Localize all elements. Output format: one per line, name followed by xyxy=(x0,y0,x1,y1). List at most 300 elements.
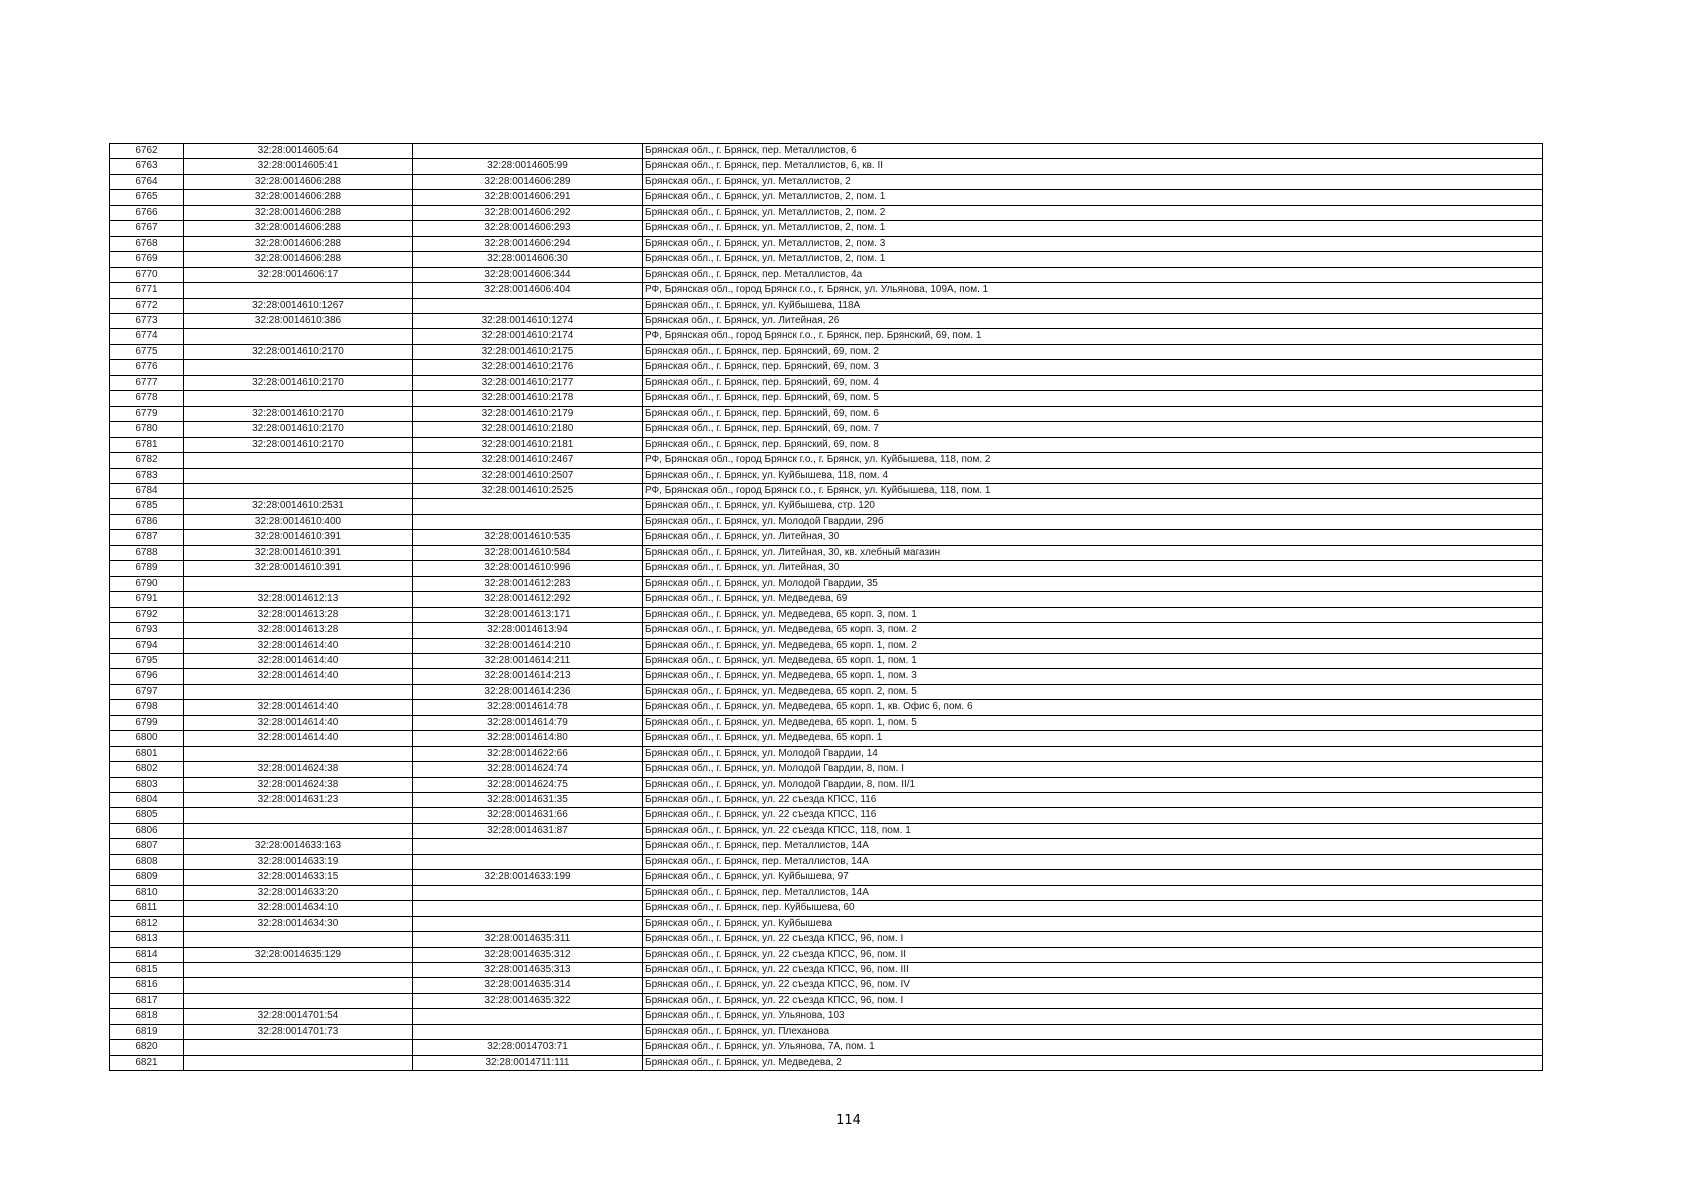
parent-cadastral-number-cell: 32:28:0014701:73 xyxy=(184,1024,413,1039)
table-row xyxy=(110,993,1543,1008)
table-row xyxy=(110,854,1543,869)
row-number-cell: 6766 xyxy=(110,205,184,220)
cadastral-number-cell: 32:28:0014606:291 xyxy=(413,190,643,205)
address-cell: Брянская обл., г. Брянск, ул. Медведева, 65 корп. 3, пом. 1 xyxy=(643,607,1543,622)
cadastral-number-cell xyxy=(413,839,643,854)
row-number-cell: 6782 xyxy=(110,453,184,468)
table-row xyxy=(110,777,1543,792)
cadastral-table-body xyxy=(110,144,1543,1071)
address-cell: Брянская обл., г. Брянск, ул. 22 съезда КПСС, 96, пом. II xyxy=(643,947,1543,962)
parent-cadastral-number-cell: 32:28:0014610:2170 xyxy=(184,422,413,437)
parent-cadastral-number-cell: 32:28:0014614:40 xyxy=(184,715,413,730)
table-row xyxy=(110,916,1543,931)
table-row xyxy=(110,190,1543,205)
row-number-cell: 6808 xyxy=(110,854,184,869)
address-cell: Брянская обл., г. Брянск, пер. Металлистов, 6 xyxy=(643,144,1543,159)
parent-cadastral-number-cell: 32:28:0014605:41 xyxy=(184,159,413,174)
parent-cadastral-number-cell: 32:28:0014614:40 xyxy=(184,638,413,653)
table-row xyxy=(110,545,1543,560)
table-row xyxy=(110,1040,1543,1055)
address-cell: Брянская обл., г. Брянск, ул. Куйбышева, стр. 120 xyxy=(643,499,1543,514)
address-cell: Брянская обл., г. Брянск, ул. 22 съезда КПСС, 96, пом. IV xyxy=(643,978,1543,993)
table-row xyxy=(110,375,1543,390)
table-row xyxy=(110,437,1543,452)
cadastral-number-cell: 32:28:0014606:289 xyxy=(413,174,643,189)
row-number-cell: 6788 xyxy=(110,545,184,560)
cadastral-number-cell: 32:28:0014631:66 xyxy=(413,808,643,823)
parent-cadastral-number-cell xyxy=(184,978,413,993)
table-row xyxy=(110,932,1543,947)
table-row xyxy=(110,360,1543,375)
row-number-cell: 6816 xyxy=(110,978,184,993)
table-row xyxy=(110,808,1543,823)
cadastral-number-cell: 32:28:0014614:80 xyxy=(413,731,643,746)
table-row xyxy=(110,499,1543,514)
row-number-cell: 6818 xyxy=(110,1009,184,1024)
cadastral-number-cell xyxy=(413,916,643,931)
row-number-cell: 6779 xyxy=(110,406,184,421)
cadastral-number-cell xyxy=(413,144,643,159)
parent-cadastral-number-cell: 32:28:0014634:10 xyxy=(184,901,413,916)
address-cell: Брянская обл., г. Брянск, ул. Медведева, 65 корп. 2, пом. 5 xyxy=(643,684,1543,699)
row-number-cell: 6805 xyxy=(110,808,184,823)
parent-cadastral-number-cell: 32:28:0014624:38 xyxy=(184,762,413,777)
address-cell: Брянская обл., г. Брянск, ул. Литейная, 30, кв. хлебный магазин xyxy=(643,545,1543,560)
address-cell: Брянская обл., г. Брянск, пер. Металлистов, 14А xyxy=(643,854,1543,869)
address-cell: Брянская обл., г. Брянск, ул. 22 съезда КПСС, 116 xyxy=(643,793,1543,808)
parent-cadastral-number-cell: 32:28:0014614:40 xyxy=(184,731,413,746)
row-number-cell: 6777 xyxy=(110,375,184,390)
parent-cadastral-number-cell: 32:28:0014610:2531 xyxy=(184,499,413,514)
parent-cadastral-number-cell: 32:28:0014610:2170 xyxy=(184,375,413,390)
row-number-cell: 6811 xyxy=(110,901,184,916)
parent-cadastral-number-cell xyxy=(184,468,413,483)
cadastral-number-cell xyxy=(413,499,643,514)
cadastral-number-cell: 32:28:0014635:322 xyxy=(413,993,643,1008)
row-number-cell: 6793 xyxy=(110,623,184,638)
address-cell: РФ, Брянская обл., город Брянск г.о., г. Брянск, ул. Куйбышева, 118, пом. 1 xyxy=(643,483,1543,498)
cadastral-number-cell xyxy=(413,514,643,529)
cadastral-number-cell: 32:28:0014612:283 xyxy=(413,576,643,591)
row-number-cell: 6798 xyxy=(110,700,184,715)
address-cell: Брянская обл., г. Брянск, пер. Брянский, 69, пом. 8 xyxy=(643,437,1543,452)
parent-cadastral-number-cell: 32:28:0014613:28 xyxy=(184,607,413,622)
table-row xyxy=(110,901,1543,916)
cadastral-number-cell: 32:28:0014614:236 xyxy=(413,684,643,699)
cadastral-number-cell: 32:28:0014605:99 xyxy=(413,159,643,174)
row-number-cell: 6815 xyxy=(110,963,184,978)
address-cell: Брянская обл., г. Брянск, ул. Литейная, 30 xyxy=(643,561,1543,576)
table-row xyxy=(110,839,1543,854)
cadastral-number-cell: 32:28:0014610:2177 xyxy=(413,375,643,390)
cadastral-number-cell: 32:28:0014624:75 xyxy=(413,777,643,792)
cadastral-number-cell: 32:28:0014624:74 xyxy=(413,762,643,777)
address-cell: Брянская обл., г. Брянск, ул. 22 съезда КПСС, 118, пом. 1 xyxy=(643,823,1543,838)
parent-cadastral-number-cell: 32:28:0014610:391 xyxy=(184,561,413,576)
table-row xyxy=(110,715,1543,730)
address-cell: Брянская обл., г. Брянск, пер. Металлистов, 6, кв. II xyxy=(643,159,1543,174)
address-cell: Брянская обл., г. Брянск, ул. Куйбышева, 118А xyxy=(643,298,1543,313)
row-number-cell: 6807 xyxy=(110,839,184,854)
address-cell: РФ, Брянская обл., город Брянск г.о., г. Брянск, пер. Брянский, 69, пом. 1 xyxy=(643,329,1543,344)
cadastral-number-cell xyxy=(413,885,643,900)
address-cell: Брянская обл., г. Брянск, пер. Брянский, 69, пом. 4 xyxy=(643,375,1543,390)
address-cell: Брянская обл., г. Брянск, ул. Плеханова xyxy=(643,1024,1543,1039)
row-number-cell: 6810 xyxy=(110,885,184,900)
table-row xyxy=(110,483,1543,498)
cadastral-number-cell: 32:28:0014633:199 xyxy=(413,870,643,885)
row-number-cell: 6799 xyxy=(110,715,184,730)
address-cell: Брянская обл., г. Брянск, ул. 22 съезда КПСС, 96, пом. I xyxy=(643,993,1543,1008)
cadastral-number-cell: 32:28:0014613:94 xyxy=(413,623,643,638)
cadastral-number-cell: 32:28:0014610:584 xyxy=(413,545,643,560)
table-row xyxy=(110,653,1543,668)
row-number-cell: 6776 xyxy=(110,360,184,375)
table-row xyxy=(110,236,1543,251)
parent-cadastral-number-cell xyxy=(184,391,413,406)
address-cell: Брянская обл., г. Брянск, ул. Молодой Гвардии, 35 xyxy=(643,576,1543,591)
table-row xyxy=(110,700,1543,715)
row-number-cell: 6787 xyxy=(110,530,184,545)
row-number-cell: 6775 xyxy=(110,344,184,359)
row-number-cell: 6769 xyxy=(110,252,184,267)
cadastral-number-cell: 32:28:0014703:71 xyxy=(413,1040,643,1055)
cadastral-number-cell: 32:28:0014606:293 xyxy=(413,221,643,236)
cadastral-number-cell: 32:28:0014635:313 xyxy=(413,963,643,978)
address-cell: Брянская обл., г. Брянск, ул. Медведева, 65 корп. 3, пом. 2 xyxy=(643,623,1543,638)
row-number-cell: 6809 xyxy=(110,870,184,885)
table-row xyxy=(110,221,1543,236)
parent-cadastral-number-cell xyxy=(184,576,413,591)
address-cell: Брянская обл., г. Брянск, ул. Медведева, 65 корп. 1, пом. 1 xyxy=(643,653,1543,668)
address-cell: Брянская обл., г. Брянск, ул. Ульянова, 7А, пом. 1 xyxy=(643,1040,1543,1055)
address-cell: Брянская обл., г. Брянск, ул. Куйбышева, 118, пом. 4 xyxy=(643,468,1543,483)
table-row xyxy=(110,1055,1543,1070)
parent-cadastral-number-cell: 32:28:0014613:28 xyxy=(184,623,413,638)
parent-cadastral-number-cell: 32:28:0014610:2170 xyxy=(184,344,413,359)
parent-cadastral-number-cell: 32:28:0014610:400 xyxy=(184,514,413,529)
parent-cadastral-number-cell: 32:28:0014634:30 xyxy=(184,916,413,931)
address-cell: Брянская обл., г. Брянск, ул. Медведева, 65 корп. 1, пом. 5 xyxy=(643,715,1543,730)
parent-cadastral-number-cell: 32:28:0014606:288 xyxy=(184,205,413,220)
table-row xyxy=(110,963,1543,978)
parent-cadastral-number-cell xyxy=(184,1055,413,1070)
row-number-cell: 6802 xyxy=(110,762,184,777)
parent-cadastral-number-cell: 32:28:0014610:391 xyxy=(184,530,413,545)
address-cell: Брянская обл., г. Брянск, ул. Медведева, 65 корп. 1, кв. Офис 6, пом. 6 xyxy=(643,700,1543,715)
address-cell: Брянская обл., г. Брянск, ул. Литейная, 30 xyxy=(643,530,1543,545)
row-number-cell: 6812 xyxy=(110,916,184,931)
table-row xyxy=(110,530,1543,545)
cadastral-number-cell: 32:28:0014622:66 xyxy=(413,746,643,761)
address-cell: Брянская обл., г. Брянск, ул. Медведева, 65 корп. 1, пом. 2 xyxy=(643,638,1543,653)
cadastral-number-cell xyxy=(413,854,643,869)
parent-cadastral-number-cell: 32:28:0014631:23 xyxy=(184,793,413,808)
address-cell: Брянская обл., г. Брянск, пер. Брянский, 69, пом. 2 xyxy=(643,344,1543,359)
table-row xyxy=(110,762,1543,777)
address-cell: Брянская обл., г. Брянск, пер. Брянский, 69, пом. 5 xyxy=(643,391,1543,406)
parent-cadastral-number-cell: 32:28:0014606:288 xyxy=(184,252,413,267)
cadastral-number-cell: 32:28:0014635:312 xyxy=(413,947,643,962)
address-cell: Брянская обл., г. Брянск, ул. Металлистов, 2, пом. 3 xyxy=(643,236,1543,251)
table-row xyxy=(110,746,1543,761)
parent-cadastral-number-cell: 32:28:0014610:2170 xyxy=(184,406,413,421)
parent-cadastral-number-cell: 32:28:0014606:288 xyxy=(184,236,413,251)
address-cell: РФ, Брянская обл., город Брянск г.о., г. Брянск, ул. Ульянова, 109А, пом. 1 xyxy=(643,283,1543,298)
parent-cadastral-number-cell: 32:28:0014633:19 xyxy=(184,854,413,869)
address-cell: Брянская обл., г. Брянск, ул. Ульянова, 103 xyxy=(643,1009,1543,1024)
cadastral-number-cell xyxy=(413,1009,643,1024)
parent-cadastral-number-cell: 32:28:0014610:1267 xyxy=(184,298,413,313)
address-cell: Брянская обл., г. Брянск, ул. Литейная, 26 xyxy=(643,313,1543,328)
parent-cadastral-number-cell: 32:28:0014633:15 xyxy=(184,870,413,885)
row-number-cell: 6786 xyxy=(110,514,184,529)
row-number-cell: 6771 xyxy=(110,283,184,298)
parent-cadastral-number-cell: 32:28:0014612:13 xyxy=(184,592,413,607)
address-cell: Брянская обл., г. Брянск, ул. Медведева, 65 корп. 1 xyxy=(643,731,1543,746)
address-cell: Брянская обл., г. Брянск, ул. 22 съезда КПСС, 116 xyxy=(643,808,1543,823)
parent-cadastral-number-cell xyxy=(184,1040,413,1055)
parent-cadastral-number-cell: 32:28:0014606:17 xyxy=(184,267,413,282)
table-row xyxy=(110,391,1543,406)
parent-cadastral-number-cell xyxy=(184,963,413,978)
address-cell: Брянская обл., г. Брянск, ул. Молодой Гвардии, 8, пом. II/1 xyxy=(643,777,1543,792)
table-row xyxy=(110,313,1543,328)
table-row xyxy=(110,329,1543,344)
cadastral-number-cell: 32:28:0014610:2175 xyxy=(413,344,643,359)
table-row xyxy=(110,283,1543,298)
row-number-cell: 6783 xyxy=(110,468,184,483)
table-row xyxy=(110,174,1543,189)
parent-cadastral-number-cell: 32:28:0014610:391 xyxy=(184,545,413,560)
table-row xyxy=(110,823,1543,838)
address-cell: РФ, Брянская обл., город Брянск г.о., г. Брянск, ул. Куйбышева, 118, пом. 2 xyxy=(643,453,1543,468)
row-number-cell: 6790 xyxy=(110,576,184,591)
row-number-cell: 6821 xyxy=(110,1055,184,1070)
row-number-cell: 6762 xyxy=(110,144,184,159)
cadastral-number-cell: 32:28:0014606:294 xyxy=(413,236,643,251)
address-cell: Брянская обл., г. Брянск, пер. Брянский, 69, пом. 7 xyxy=(643,422,1543,437)
address-cell: Брянская обл., г. Брянск, ул. Молодой Гвардии, 14 xyxy=(643,746,1543,761)
cadastral-number-cell: 32:28:0014610:2174 xyxy=(413,329,643,344)
row-number-cell: 6820 xyxy=(110,1040,184,1055)
cadastral-number-cell: 32:28:0014614:213 xyxy=(413,669,643,684)
table-row xyxy=(110,978,1543,993)
parent-cadastral-number-cell: 32:28:0014606:288 xyxy=(184,190,413,205)
table-row xyxy=(110,623,1543,638)
row-number-cell: 6804 xyxy=(110,793,184,808)
table-row xyxy=(110,947,1543,962)
row-number-cell: 6765 xyxy=(110,190,184,205)
cadastral-number-cell: 32:28:0014612:292 xyxy=(413,592,643,607)
cadastral-number-cell: 32:28:0014610:996 xyxy=(413,561,643,576)
table-row xyxy=(110,793,1543,808)
parent-cadastral-number-cell: 32:28:0014635:129 xyxy=(184,947,413,962)
cadastral-number-cell: 32:28:0014631:87 xyxy=(413,823,643,838)
table-row xyxy=(110,453,1543,468)
table-row xyxy=(110,422,1543,437)
parent-cadastral-number-cell: 32:28:0014606:288 xyxy=(184,221,413,236)
cadastral-number-cell: 32:28:0014610:2467 xyxy=(413,453,643,468)
row-number-cell: 6784 xyxy=(110,483,184,498)
row-number-cell: 6772 xyxy=(110,298,184,313)
row-number-cell: 6773 xyxy=(110,313,184,328)
row-number-cell: 6780 xyxy=(110,422,184,437)
parent-cadastral-number-cell xyxy=(184,453,413,468)
table-row xyxy=(110,144,1543,159)
cadastral-number-cell: 32:28:0014606:292 xyxy=(413,205,643,220)
parent-cadastral-number-cell xyxy=(184,684,413,699)
cadastral-number-cell xyxy=(413,901,643,916)
parent-cadastral-number-cell xyxy=(184,993,413,1008)
cadastral-number-cell: 32:28:0014610:1274 xyxy=(413,313,643,328)
table-row xyxy=(110,576,1543,591)
address-cell: Брянская обл., г. Брянск, ул. Куйбышева, 97 xyxy=(643,870,1543,885)
table-row xyxy=(110,298,1543,313)
cadastral-number-cell: 32:28:0014711:111 xyxy=(413,1055,643,1070)
cadastral-number-cell: 32:28:0014610:2178 xyxy=(413,391,643,406)
table-row xyxy=(110,252,1543,267)
address-cell: Брянская обл., г. Брянск, ул. Металлистов, 2, пом. 2 xyxy=(643,205,1543,220)
address-cell: Брянская обл., г. Брянск, ул. 22 съезда КПСС, 96, пом. III xyxy=(643,963,1543,978)
cadastral-number-cell: 32:28:0014606:30 xyxy=(413,252,643,267)
table-row xyxy=(110,468,1543,483)
cadastral-number-cell: 32:28:0014606:344 xyxy=(413,267,643,282)
row-number-cell: 6800 xyxy=(110,731,184,746)
row-number-cell: 6764 xyxy=(110,174,184,189)
parent-cadastral-number-cell: 32:28:0014610:2170 xyxy=(184,437,413,452)
row-number-cell: 6794 xyxy=(110,638,184,653)
page-number: 114 xyxy=(836,1113,861,1128)
address-cell: Брянская обл., г. Брянск, пер. Металлистов, 4а xyxy=(643,267,1543,282)
cadastral-number-cell: 32:28:0014610:2181 xyxy=(413,437,643,452)
parent-cadastral-number-cell: 32:28:0014610:386 xyxy=(184,313,413,328)
address-cell: Брянская обл., г. Брянск, ул. Медведева, 65 корп. 1, пом. 3 xyxy=(643,669,1543,684)
table-row xyxy=(110,205,1543,220)
row-number-cell: 6767 xyxy=(110,221,184,236)
table-row xyxy=(110,406,1543,421)
table-row xyxy=(110,267,1543,282)
row-number-cell: 6813 xyxy=(110,932,184,947)
cadastral-number-cell: 32:28:0014635:311 xyxy=(413,932,643,947)
address-cell: Брянская обл., г. Брянск, ул. Куйбышева xyxy=(643,916,1543,931)
row-number-cell: 6768 xyxy=(110,236,184,251)
parent-cadastral-number-cell xyxy=(184,808,413,823)
parent-cadastral-number-cell: 32:28:0014614:40 xyxy=(184,653,413,668)
address-cell: Брянская обл., г. Брянск, ул. Металлистов, 2, пом. 1 xyxy=(643,252,1543,267)
table-row xyxy=(110,885,1543,900)
row-number-cell: 6795 xyxy=(110,653,184,668)
address-cell: Брянская обл., г. Брянск, ул. Металлистов, 2, пом. 1 xyxy=(643,221,1543,236)
table-row xyxy=(110,514,1543,529)
parent-cadastral-number-cell: 32:28:0014605:64 xyxy=(184,144,413,159)
parent-cadastral-number-cell: 32:28:0014633:163 xyxy=(184,839,413,854)
row-number-cell: 6785 xyxy=(110,499,184,514)
parent-cadastral-number-cell xyxy=(184,360,413,375)
address-cell: Брянская обл., г. Брянск, пер. Металлистов, 14А xyxy=(643,839,1543,854)
parent-cadastral-number-cell: 32:28:0014633:20 xyxy=(184,885,413,900)
row-number-cell: 6806 xyxy=(110,823,184,838)
table-row xyxy=(110,669,1543,684)
row-number-cell: 6789 xyxy=(110,561,184,576)
address-cell: Брянская обл., г. Брянск, пер. Куйбышева, 60 xyxy=(643,901,1543,916)
row-number-cell: 6792 xyxy=(110,607,184,622)
address-cell: Брянская обл., г. Брянск, ул. Металлистов, 2 xyxy=(643,174,1543,189)
cadastral-number-cell: 32:28:0014610:2507 xyxy=(413,468,643,483)
parent-cadastral-number-cell xyxy=(184,746,413,761)
cadastral-number-cell: 32:28:0014631:35 xyxy=(413,793,643,808)
address-cell: Брянская обл., г. Брянск, пер. Металлистов, 14А xyxy=(643,885,1543,900)
table-row xyxy=(110,159,1543,174)
cadastral-number-cell: 32:28:0014610:535 xyxy=(413,530,643,545)
cadastral-number-cell: 32:28:0014610:2179 xyxy=(413,406,643,421)
address-cell: Брянская обл., г. Брянск, ул. Молодой Гвардии, 8, пом. I xyxy=(643,762,1543,777)
cadastral-number-cell: 32:28:0014635:314 xyxy=(413,978,643,993)
parent-cadastral-number-cell: 32:28:0014614:40 xyxy=(184,669,413,684)
table-row xyxy=(110,870,1543,885)
parent-cadastral-number-cell: 32:28:0014624:38 xyxy=(184,777,413,792)
address-cell: Брянская обл., г. Брянск, ул. Металлистов, 2, пом. 1 xyxy=(643,190,1543,205)
cadastral-number-cell xyxy=(413,1024,643,1039)
row-number-cell: 6791 xyxy=(110,592,184,607)
cadastral-number-cell xyxy=(413,298,643,313)
row-number-cell: 6770 xyxy=(110,267,184,282)
parent-cadastral-number-cell xyxy=(184,329,413,344)
table-row xyxy=(110,1009,1543,1024)
cadastral-number-cell: 32:28:0014610:2180 xyxy=(413,422,643,437)
row-number-cell: 6781 xyxy=(110,437,184,452)
table-row xyxy=(110,684,1543,699)
table-row xyxy=(110,638,1543,653)
row-number-cell: 6796 xyxy=(110,669,184,684)
parent-cadastral-number-cell: 32:28:0014614:40 xyxy=(184,700,413,715)
cadastral-table xyxy=(109,143,1543,1071)
cadastral-number-cell: 32:28:0014610:2525 xyxy=(413,483,643,498)
cadastral-number-cell: 32:28:0014614:79 xyxy=(413,715,643,730)
row-number-cell: 6801 xyxy=(110,746,184,761)
parent-cadastral-number-cell xyxy=(184,283,413,298)
row-number-cell: 6763 xyxy=(110,159,184,174)
table-row xyxy=(110,561,1543,576)
row-number-cell: 6817 xyxy=(110,993,184,1008)
parent-cadastral-number-cell xyxy=(184,823,413,838)
table-row xyxy=(110,592,1543,607)
cadastral-number-cell: 32:28:0014614:210 xyxy=(413,638,643,653)
cadastral-number-cell: 32:28:0014614:78 xyxy=(413,700,643,715)
address-cell: Брянская обл., г. Брянск, пер. Брянский, 69, пом. 6 xyxy=(643,406,1543,421)
row-number-cell: 6814 xyxy=(110,947,184,962)
table-row xyxy=(110,1024,1543,1039)
address-cell: Брянская обл., г. Брянск, ул. Медведева, 2 xyxy=(643,1055,1543,1070)
cadastral-number-cell: 32:28:0014610:2176 xyxy=(413,360,643,375)
row-number-cell: 6797 xyxy=(110,684,184,699)
row-number-cell: 6778 xyxy=(110,391,184,406)
cadastral-number-cell: 32:28:0014606:404 xyxy=(413,283,643,298)
cadastral-number-cell: 32:28:0014614:211 xyxy=(413,653,643,668)
row-number-cell: 6803 xyxy=(110,777,184,792)
row-number-cell: 6774 xyxy=(110,329,184,344)
parent-cadastral-number-cell: 32:28:0014701:54 xyxy=(184,1009,413,1024)
parent-cadastral-number-cell xyxy=(184,932,413,947)
table-row xyxy=(110,344,1543,359)
address-cell: Брянская обл., г. Брянск, пер. Брянский, 69, пом. 3 xyxy=(643,360,1543,375)
address-cell: Брянская обл., г. Брянск, ул. Молодой Гвардии, 29б xyxy=(643,514,1543,529)
parent-cadastral-number-cell xyxy=(184,483,413,498)
row-number-cell: 6819 xyxy=(110,1024,184,1039)
table-row xyxy=(110,607,1543,622)
address-cell: Брянская обл., г. Брянск, ул. Медведева, 69 xyxy=(643,592,1543,607)
parent-cadastral-number-cell: 32:28:0014606:288 xyxy=(184,174,413,189)
